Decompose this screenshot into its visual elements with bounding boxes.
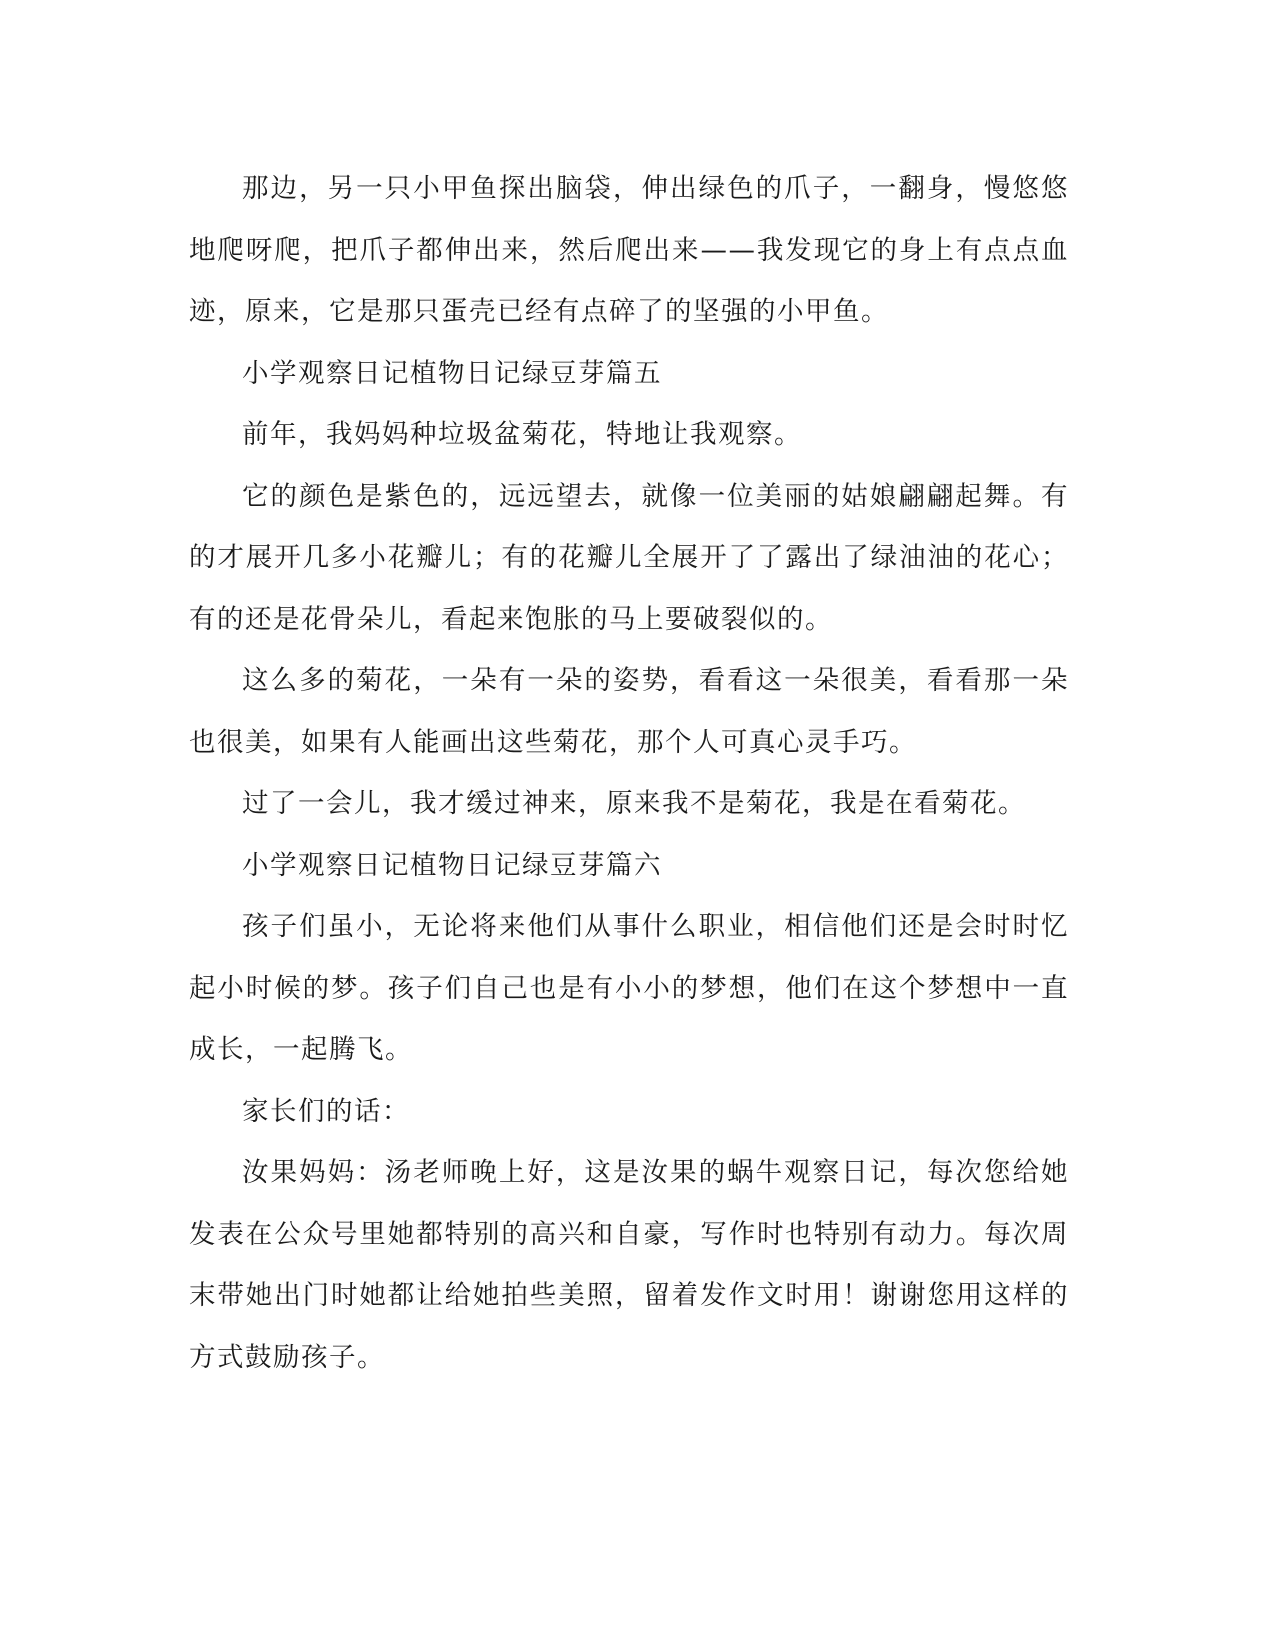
document-body [189, 158, 1069, 1388]
paragraph-chrysanthemum-color: 它的颜色是紫色的，远远望去，就像一位美丽的姑娘翩翩起舞。有的才展开几多小花瓣儿；有的花瓣儿全展开了了露出了绿油油的花心；有的还是花骨朵儿，看起来饱胀的马上要破裂似的。 [189, 480, 1069, 635]
section-heading-6: 小学观察日记植物日记绿豆芽篇六 [242, 849, 662, 881]
section-heading-5: 小学观察日记植物日记绿豆芽篇五 [242, 357, 662, 389]
paragraph-turtle: 那边，另一只小甲鱼探出脑袋，伸出绿色的爪子，一翻身，慢悠悠地爬呀爬，把爪子都伸出来，然后爬出来——我发现它的身上有点点血迹，原来，它是那只蛋壳已经有点碎了的坚强的小甲鱼。 [189, 173, 1069, 327]
paragraph-parent-message: 汝果妈妈：汤老师晚上好，这是汝果的蜗牛观察日记，每次您给她发表在公众号里她都特别的高兴和自豪，写作时也特别有动力。每次周末带她出门时她都让给她拍些美照，留着发作文时用！谢谢您用这样的方式鼓励孩子。 [189, 1157, 1069, 1373]
paragraph-chrysanthemum-intro: 前年，我妈妈种垃圾盆菊花，特地让我观察。 [242, 419, 802, 450]
paragraph-parents-heading: 家长们的话： [242, 1095, 410, 1127]
paragraph-chrysanthemum-end: 过了一会儿，我才缓过神来，原来我不是菊花，我是在看菊花。 [242, 788, 1026, 819]
paragraph-children-dreams: 孩子们虽小，无论将来他们从事什么职业，相信他们还是会时时忆起小时候的梦。孩子们自己也是有小小的梦想，他们在这个梦想中一直成长，一起腾飞。 [189, 911, 1069, 1065]
paragraph-chrysanthemum-many: 这么多的菊花，一朵有一朵的姿势，看看这一朵很美，看看那一朵也很美，如果有人能画出这些菊花，那个人可真心灵手巧。 [189, 665, 1069, 758]
